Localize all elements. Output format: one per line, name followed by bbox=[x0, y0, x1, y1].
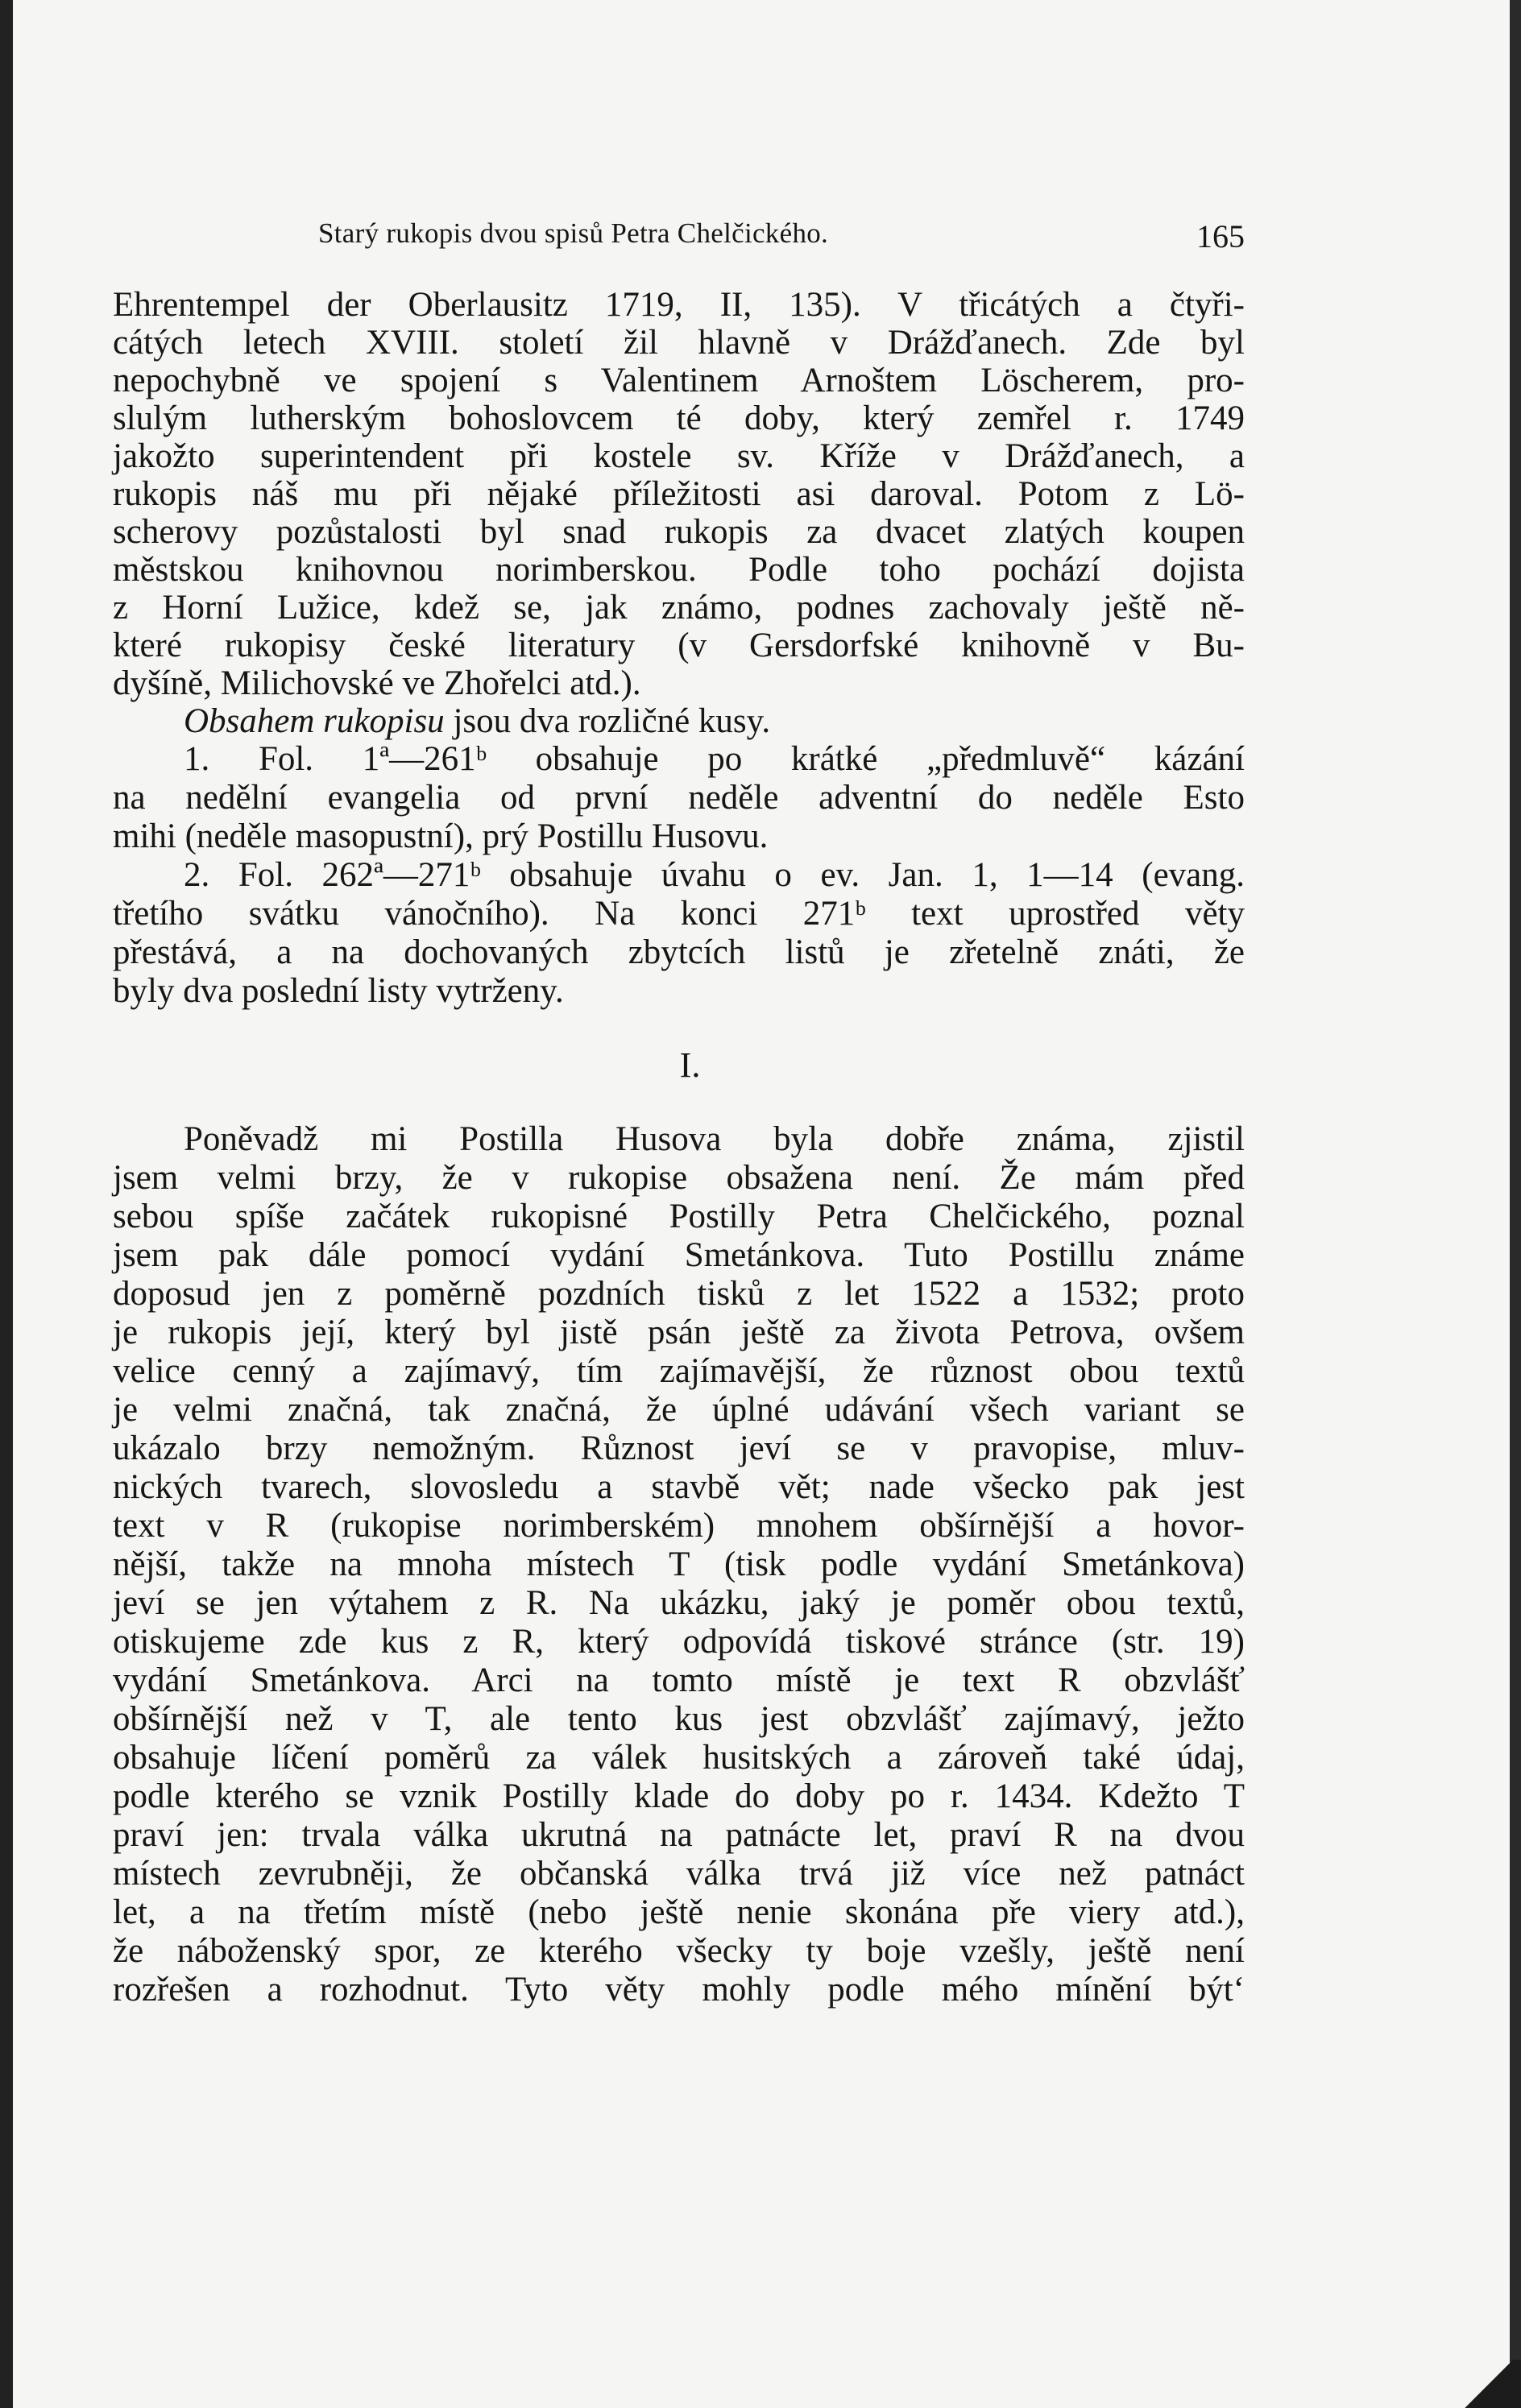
text-line: Ehrentempel der Oberlausitz 1719, II, 135). V třicátých a čtyři- bbox=[113, 286, 1245, 324]
text-line: jeví se jen výtahem z R. Na ukázku, jaký je poměr obou textů, bbox=[113, 1584, 1245, 1622]
page-header bbox=[113, 217, 1245, 258]
text-line: nepochybně ve spojení s Valentinem Arnoštem Löscherem, pro- bbox=[113, 362, 1245, 399]
text-line: že náboženský spor, ze kterého všecky ty boje vzešly, ještě není bbox=[113, 1932, 1245, 1970]
text-line: slulým lutherským bohoslovcem té doby, který zemřel r. 1749 bbox=[113, 399, 1245, 437]
body-text bbox=[113, 286, 1245, 2009]
text-line: obšírnější než v T, ale tento kus jest obzvlášť zajímavý, ježto bbox=[113, 1700, 1245, 1738]
text-line: Poněvadž mi Postilla Husova byla dobře známa, zjistil bbox=[184, 1120, 1245, 1158]
text-line: otiskujeme zde kus z R, který odpovídá tiskové stránce (str. 19) bbox=[113, 1623, 1245, 1661]
scan-border-left bbox=[0, 0, 13, 2408]
text-line: nější, takže na mnoha místech T (tisk podle vydání Smetánkova) bbox=[113, 1545, 1245, 1583]
text-line: doposud jen z poměrně pozdních tisků z let 1522 a 1532; proto bbox=[113, 1275, 1245, 1313]
text-line: z Horní Lužice, kdež se, jak známo, podnes zachovaly ještě ně- bbox=[113, 589, 1245, 627]
text-line: 2. Fol. 262ª—271ᵇ obsahuje úvahu o ev. Jan. 1, 1—14 (evang. bbox=[184, 856, 1245, 894]
text-line: cátých letech XVIII. století žil hlavně v Drážďanech. Zde byl bbox=[113, 324, 1245, 362]
contents-label: Obsahem rukopisu bbox=[184, 702, 445, 740]
text-line: je velmi značná, tak značná, že úplné udávání všech variant se bbox=[113, 1391, 1245, 1429]
text-line: na nedělní evangelia od první neděle adventní do neděle Esto bbox=[113, 779, 1245, 817]
text-line: text v R (rukopise norimberském) mnohem obšírnější a hovor- bbox=[113, 1507, 1245, 1545]
text-line: podle kterého se vznik Postilly klade do doby po r. 1434. Kdežto T bbox=[113, 1777, 1245, 1815]
running-head: Starý rukopis dvou spisů Petra Chelčického. bbox=[318, 217, 829, 249]
item-2 bbox=[113, 856, 1245, 1011]
contents-rest: jsou dva rozličné kusy. bbox=[444, 702, 771, 740]
scan-border-right bbox=[1510, 0, 1521, 2408]
text-line: rukopis náš mu při nějaké příležitosti asi daroval. Potom z Lö- bbox=[113, 475, 1245, 513]
contents-line bbox=[113, 702, 1245, 740]
paragraph-2 bbox=[113, 1120, 1245, 2009]
text-line: obsahuje líčení poměrů za válek husitských a zároveň také údaj, bbox=[113, 1739, 1245, 1777]
text-line: jsem velmi brzy, že v rukopise obsažena není. Že mám před bbox=[113, 1159, 1245, 1197]
text-line: je rukopis její, který byl jistě psán ještě za života Petrova, ovšem bbox=[113, 1314, 1245, 1351]
text-line: přestává, a na dochovaných zbytcích listů je zřetelně znáti, že bbox=[113, 933, 1245, 971]
section-title: I. bbox=[679, 1045, 701, 1085]
text-line: městskou knihovnou norimberskou. Podle toho pochází dojista bbox=[113, 551, 1245, 589]
text-line: třetího svátku vánočního). Na konci 271ᵇ text uprostřed věty bbox=[113, 895, 1245, 933]
text-line: dyšíně, Milichovské ve Zhořelci atd.). bbox=[113, 664, 641, 702]
text-line: rozřešen a rozhodnut. Tyto věty mohly podle mého mínění být‘ bbox=[113, 1971, 1245, 2009]
page-number: 165 bbox=[1196, 218, 1245, 254]
item-1 bbox=[113, 740, 1245, 856]
text-line: ukázalo brzy nemožným. Různost jeví se v pravopise, mluv- bbox=[113, 1429, 1245, 1467]
text-line: které rukopisy české literatury (v Gersdorfské knihovně v Bu- bbox=[113, 627, 1245, 664]
text-line: velice cenný a zajímavý, tím zajímavější, že různost obou textů bbox=[113, 1352, 1245, 1390]
text-line: sebou spíše začátek rukopisné Postilly Petra Chelčického, poznal bbox=[113, 1198, 1245, 1235]
scan-corner-shadow bbox=[1457, 2360, 1521, 2408]
text-line: byly dva poslední listy vytrženy. bbox=[113, 972, 564, 1010]
text-line: jsem pak dále pomocí vydání Smetánkova. Tuto Postillu známe bbox=[113, 1236, 1245, 1274]
text-line: vydání Smetánkova. Arci na tomto místě je text R obzvlášť bbox=[113, 1661, 1245, 1699]
paragraph-1 bbox=[113, 286, 1245, 702]
text-line: mihi (neděle masopustní), prý Postillu Husovu. bbox=[113, 817, 769, 855]
text-line: scherovy pozůstalosti byl snad rukopis za dvacet zlatých koupen bbox=[113, 513, 1245, 551]
text-line: 1. Fol. 1ª—261ᵇ obsahuje po krátké „předmluvě“ kázání bbox=[184, 740, 1245, 778]
text-line: jakožto superintendent při kostele sv. Kříže v Drážďanech, a bbox=[113, 437, 1245, 475]
text-line: nických tvarech, slovosledu a stavbě vět; nade všecko pak jest bbox=[113, 1468, 1245, 1506]
text-line: let, a na třetím místě (nebo ještě nenie skonána pře viery atd.), bbox=[113, 1893, 1245, 1931]
text-line: místech zevrubněji, že občanská válka trvá již více než patnáct bbox=[113, 1855, 1245, 1893]
text-line: praví jen: trvala válka ukrutná na patnácte let, praví R na dvou bbox=[113, 1816, 1245, 1854]
